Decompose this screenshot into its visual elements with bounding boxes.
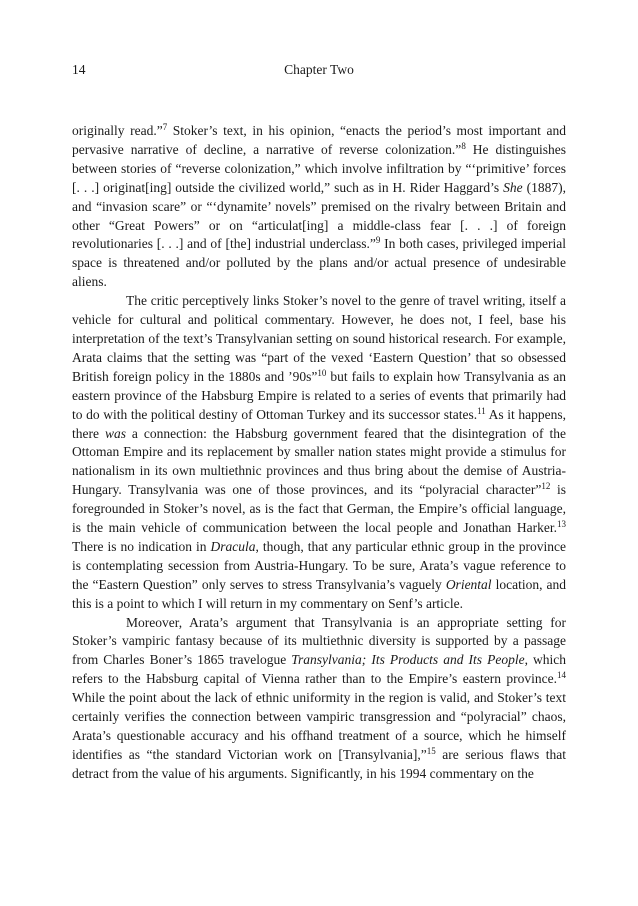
footnote-marker[interactable]: 9 [375,235,381,246]
footnote-marker[interactable]: 14 [557,670,566,681]
italic-text: was [104,425,126,441]
text-run: While the point about the lack of ethnic uniformity in the region is valid, and Stoker’s text certainly verifies the connection between vampiric transgression and “polyracial” chaos, Arata’s questionable accuracy and his offhand treatment of a source, which he himself identifies as “the standard Victorian work on [Transylvania],” [72,690,566,762]
text-run: is foregrounded in Stoker’s novel, as is the fact that German, the Empire’s official language, is the main vehicle of communication between the local people and Jonathan Harker. [72,482,566,536]
text-run: As it happens, there [72,406,566,441]
footnote-marker[interactable]: 7 [162,122,168,132]
footnote-marker[interactable]: 10 [317,367,327,378]
italic-text: Oriental [445,576,492,592]
text-run: He distinguishes between stories of “reverse colonization,” which involve infiltration by “‘primitive’ forces [. . .] originat[ing] outside the civilized world,” such as in H. Rider Haggard’s [72,141,566,195]
text-run: but fails to explain how Transylvania as an eastern province of the Habsburg Empire is related to a series of events that primarily had to do with the political destiny of Ottoman Turkey and its successor states. [72,368,566,422]
body-text [72,122,566,784]
text-run: (1887), and “invasion scare” or “‘dynamite’ novels” premised on the rivalry between Britain and other “Great Powers” or on “articulat[ing] a middle-class fear [. . .] of foreign revolutionaries [. . .] and of [the] industrial underclass.” [72,179,566,252]
page-header [72,60,566,80]
text-run: Stoker’s text, in his opinion, “enacts the period’s most important and pervasive narrative of decline, a narrative of reverse colonization.” [72,123,566,157]
text-run: In both cases, privileged imperial space is threatened and/or polluted by the plans and/or actual presence of undesirable aliens. [72,236,566,290]
text-run: location, and this is a point to which I will return in my commentary on Senf’s article. [72,576,566,611]
text-run: originally read.” [72,123,163,138]
paragraph [72,122,566,292]
text-run: a connection: the Habsburg government feared that the disintegration of the Ottoman Empire and its replacement by smaller nation states might provide a stimulus for nationalism in its own multiethnic provinces and thus bring about the demise of Austria-Hungary. Transylvania was one of those provinces, and its “polyracial character” [72,425,566,498]
text-run: The critic perceptively links Stoker’s novel to the genre of travel writing, itself a vehicle for cultural and political commentary. However, he does not, I feel, base his interpretation of the text’s Transylvanian setting on sound historical research. For example, Arata claims that the setting was “part of the vexed ‘Eastern Question’ that so obsessed British foreign policy in the 1880s and ’90s” [72,293,566,384]
footnote-marker[interactable]: 12 [541,481,551,492]
text-run: , which refers to the Habsburg capital of Vienna rather than to the Empire’s eastern province. [72,652,566,687]
running-head: Chapter Two [284,62,354,77]
footnote-marker[interactable]: 13 [557,519,566,530]
footnote-marker[interactable]: 11 [477,405,486,416]
paragraph [72,292,566,613]
text-run: are serious flaws that detract from the value of his arguments. Significantly, in his 1994 commentary on the [72,746,566,781]
italic-text: Dracula [210,538,256,554]
text-run: There is no indication in [72,538,211,554]
footnote-marker[interactable]: 15 [426,745,436,756]
paragraph [72,614,566,784]
text-run: Moreover, Arata’s argument that Transylvania is an appropriate setting for Stoker’s vampiric fantasy because of its multiethnic diversity is supported by a passage from Charles Boner’s 1865 travelogue [72,614,566,668]
page-number: 14 [72,62,86,77]
text-run: , though, that any particular ethnic group in the province is contemplating secession from Austria-Hungary. To be sure, Arata’s vague reference to the “Eastern Question” only serves to stress Transylvania’s vaguely [72,538,566,592]
footnote-marker[interactable]: 8 [461,140,466,151]
italic-text: She [503,179,523,195]
italic-text: Transylvania; Its Products and Its People [291,652,525,668]
